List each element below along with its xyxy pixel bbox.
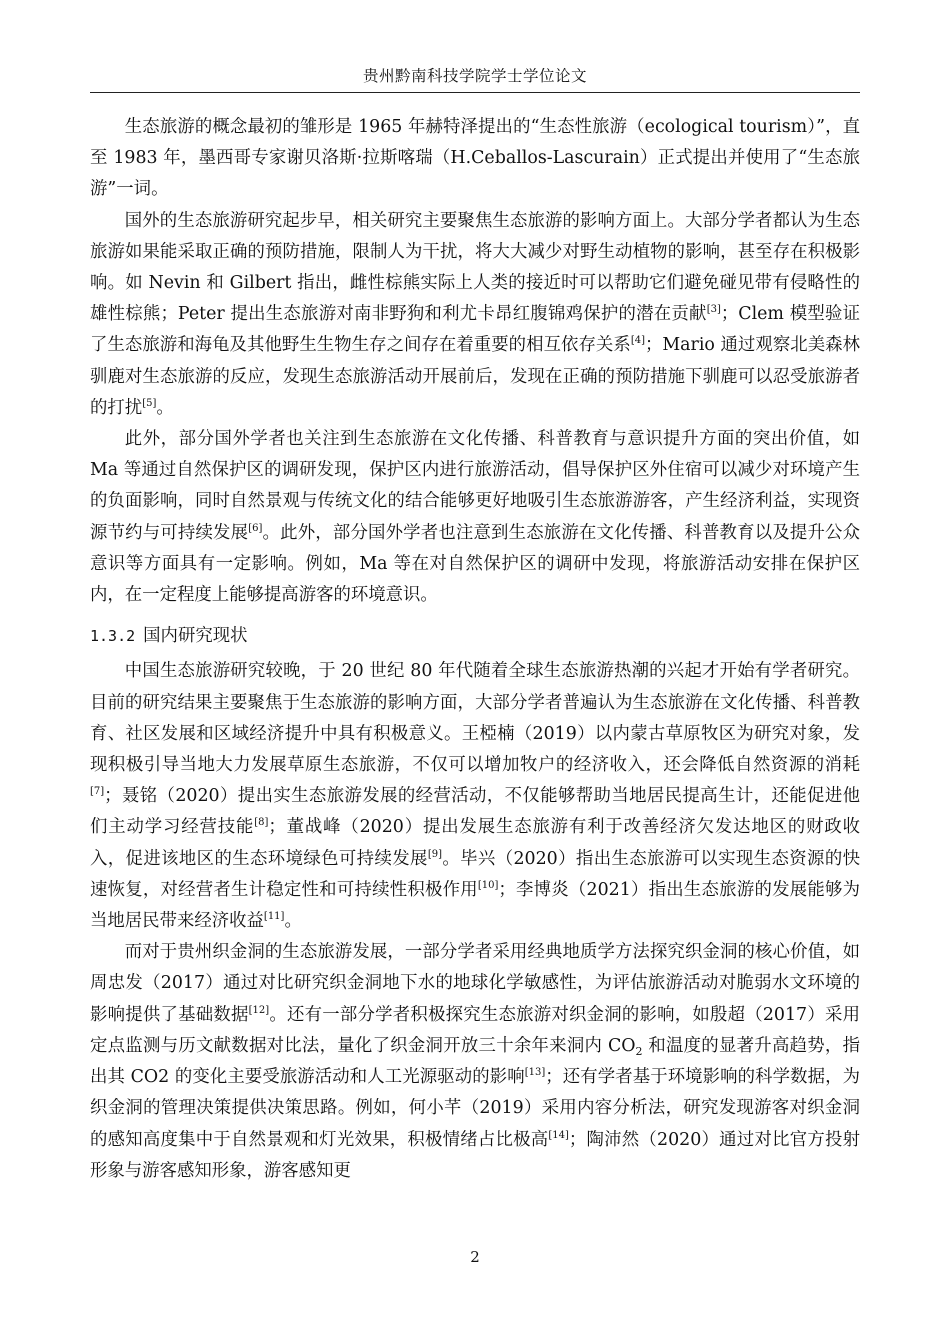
- citation-ref: [7]: [90, 786, 105, 798]
- section-heading: [90, 621, 860, 652]
- paragraph-ecotourism-origin: [90, 112, 860, 206]
- paragraph-foreign-research-culture: [90, 424, 860, 611]
- paragraph-text: ；陶沛然（2020）通过对比官方投射形象与游客感知形象，游客感知更: [90, 1129, 860, 1181]
- paragraph-text: ；Mario 通过观察北美森林驯鹿对生态旅游的反应，发现生态旅游活动开展前后，发现在正确的预防措施下驯鹿可以忍受旅游者的打扰: [90, 335, 860, 418]
- citation-ref: [3]: [706, 304, 721, 316]
- section-title: 国内研究现状: [143, 626, 248, 647]
- citation-ref: [8]: [254, 817, 269, 829]
- paragraph-text: ；董战峰（2020）提出发展生态旅游有利于改善经济欠发达地区的财政收入，促进该地区的生态环境绿色可持续发展: [90, 817, 860, 869]
- citation-ref: [9]: [427, 848, 442, 860]
- paragraph-text: 和温度的显著升高趋势，指出其 CO2 的变化主要受旅游活动和人工光源驱动的影响: [90, 1035, 860, 1088]
- paragraph-text: 。毕兴（2020）指出生态旅游可以实现生态资源的快速恢复，对经营者生计稳定性和可持续性积极作用: [90, 848, 860, 900]
- paragraph-text: 生态旅游的概念最初的雏形是 1965 年赫特泽提出的“生态性旅游（ecological tourism）”，直至 1983 年，墨西哥专家谢贝洛斯·拉斯喀瑞（H.Ceballos-Lascurain）正式提出并使用了“生态旅游”一词。: [90, 117, 860, 200]
- paragraph-zhijin-cave: [90, 937, 860, 1187]
- paragraph-text: 。此外，部分国外学者也注意到生态旅游在文化传播、科普教育以及提升公众意识等方面具有一定影响。例如，Ma 等在对自然保护区的调研中发现，将旅游活动安排在保护区内，在一定程度上能够提高游客的环境意识。: [90, 522, 860, 606]
- paragraph-text: 。还有一部分学者积极探究生态旅游对织金洞的影响，如殷超（2017）采用定点监测与历文献数据对比法，量化了织金洞开放三十余年来洞内 CO: [90, 1004, 860, 1056]
- paragraph-text: 而对于贵州织金洞的生态旅游发展，一部分学者采用经典地质学方法探究织金洞的核心价值，如周忠发（2017）通过对比研究织金洞地下水的地球化学敏感性，为评估旅游活动对脆弱水文环境的影响提供了基础数据: [90, 942, 860, 1025]
- paragraph-text: ；聂铭（2020）提出实生态旅游发展的经营活动，不仅能够帮助当地居民提高生计，还能促进他们主动学习经营技能: [90, 786, 860, 838]
- paragraph-text: 国外的生态旅游研究起步早，相关研究主要聚焦生态旅游的影响方面上。大部分学者都认为生态旅游如果能采取正确的预防措施，限制人为干扰，将大大减少对野生动植物的影响，甚至存在积极影响。如 Nevin 和 Gilbert 指出，雌性棕熊实际上人类的接近时可以帮助它们避免碰见带有侵略性的雄性棕熊；Peter 提出生态旅游对南非野狗和利尤卡昂红腹锦鸡保护的潜在贡献: [90, 210, 860, 325]
- citation-ref: [6]: [248, 522, 263, 534]
- page-body: [90, 112, 860, 1187]
- paragraph-domestic-research: [90, 656, 860, 937]
- running-header: 贵州黔南科技学院学士学位论文: [362, 67, 587, 85]
- citation-ref: [13]: [524, 1067, 546, 1079]
- paragraph-text: 。: [284, 911, 302, 932]
- paragraph-text: 中国生态旅游研究较晚，于 20 世纪 80 年代随着全球生态旅游热潮的兴起才开始有学者研究。目前的研究结果主要聚焦于生态旅游的影响方面，大部分学者普遍认为生态旅游在文化传播、科普教育、社区发展和区域经济提升中具有积极意义。王椏楠（2019）以内蒙古草原牧区为研究对象，发现积极引导当地大力发展草原生态旅游，不仅可以增加牧户的经济收入，还会降低自然资源的消耗: [90, 661, 860, 776]
- subscript: 2: [635, 1044, 643, 1058]
- paragraph-text: 此外，部分国外学者也关注到生态旅游在文化传播、科普教育与意识提升方面的突出价值，如 Ma 等通过自然保护区的调研发现，保护区内进行旅游活动，倡导保护区外住宿可以减少对环境产生的负面影响，同时自然景观与传统文化的结合能够更好地吸引生态旅游游客，产生经济利益，实现资源节约与可持续发展: [90, 429, 860, 543]
- header-rule: [90, 92, 860, 93]
- citation-ref: [5]: [142, 397, 157, 409]
- citation-ref: [14]: [548, 1129, 569, 1141]
- paragraph-text: ；Clem 模型验证了生态旅游和海龟及其他野生生物生存之间存在着重要的相互依存关系: [90, 304, 860, 356]
- paragraph-text: 。: [156, 397, 174, 418]
- citation-ref: [12]: [248, 1004, 270, 1016]
- paragraph-text: ；还有学者基于环境影响的科学数据，为织金洞的管理决策提供决策思路。例如，何小芊（2019）采用内容分析法，研究发现游客对织金洞的感知高度集中于自然景观和灯光效果，积极情绪占比极高: [90, 1067, 861, 1150]
- section-number: 1.3.2: [90, 627, 136, 646]
- page-number: 2: [470, 1248, 480, 1266]
- citation-ref: [4]: [630, 335, 645, 347]
- citation-ref: [10]: [477, 879, 499, 891]
- paragraph-foreign-research-impact: [90, 206, 860, 424]
- citation-ref: [11]: [263, 911, 285, 923]
- paragraph-text: ；李博炎（2021）指出生态旅游的发展能够为当地居民带来经济收益: [90, 879, 860, 932]
